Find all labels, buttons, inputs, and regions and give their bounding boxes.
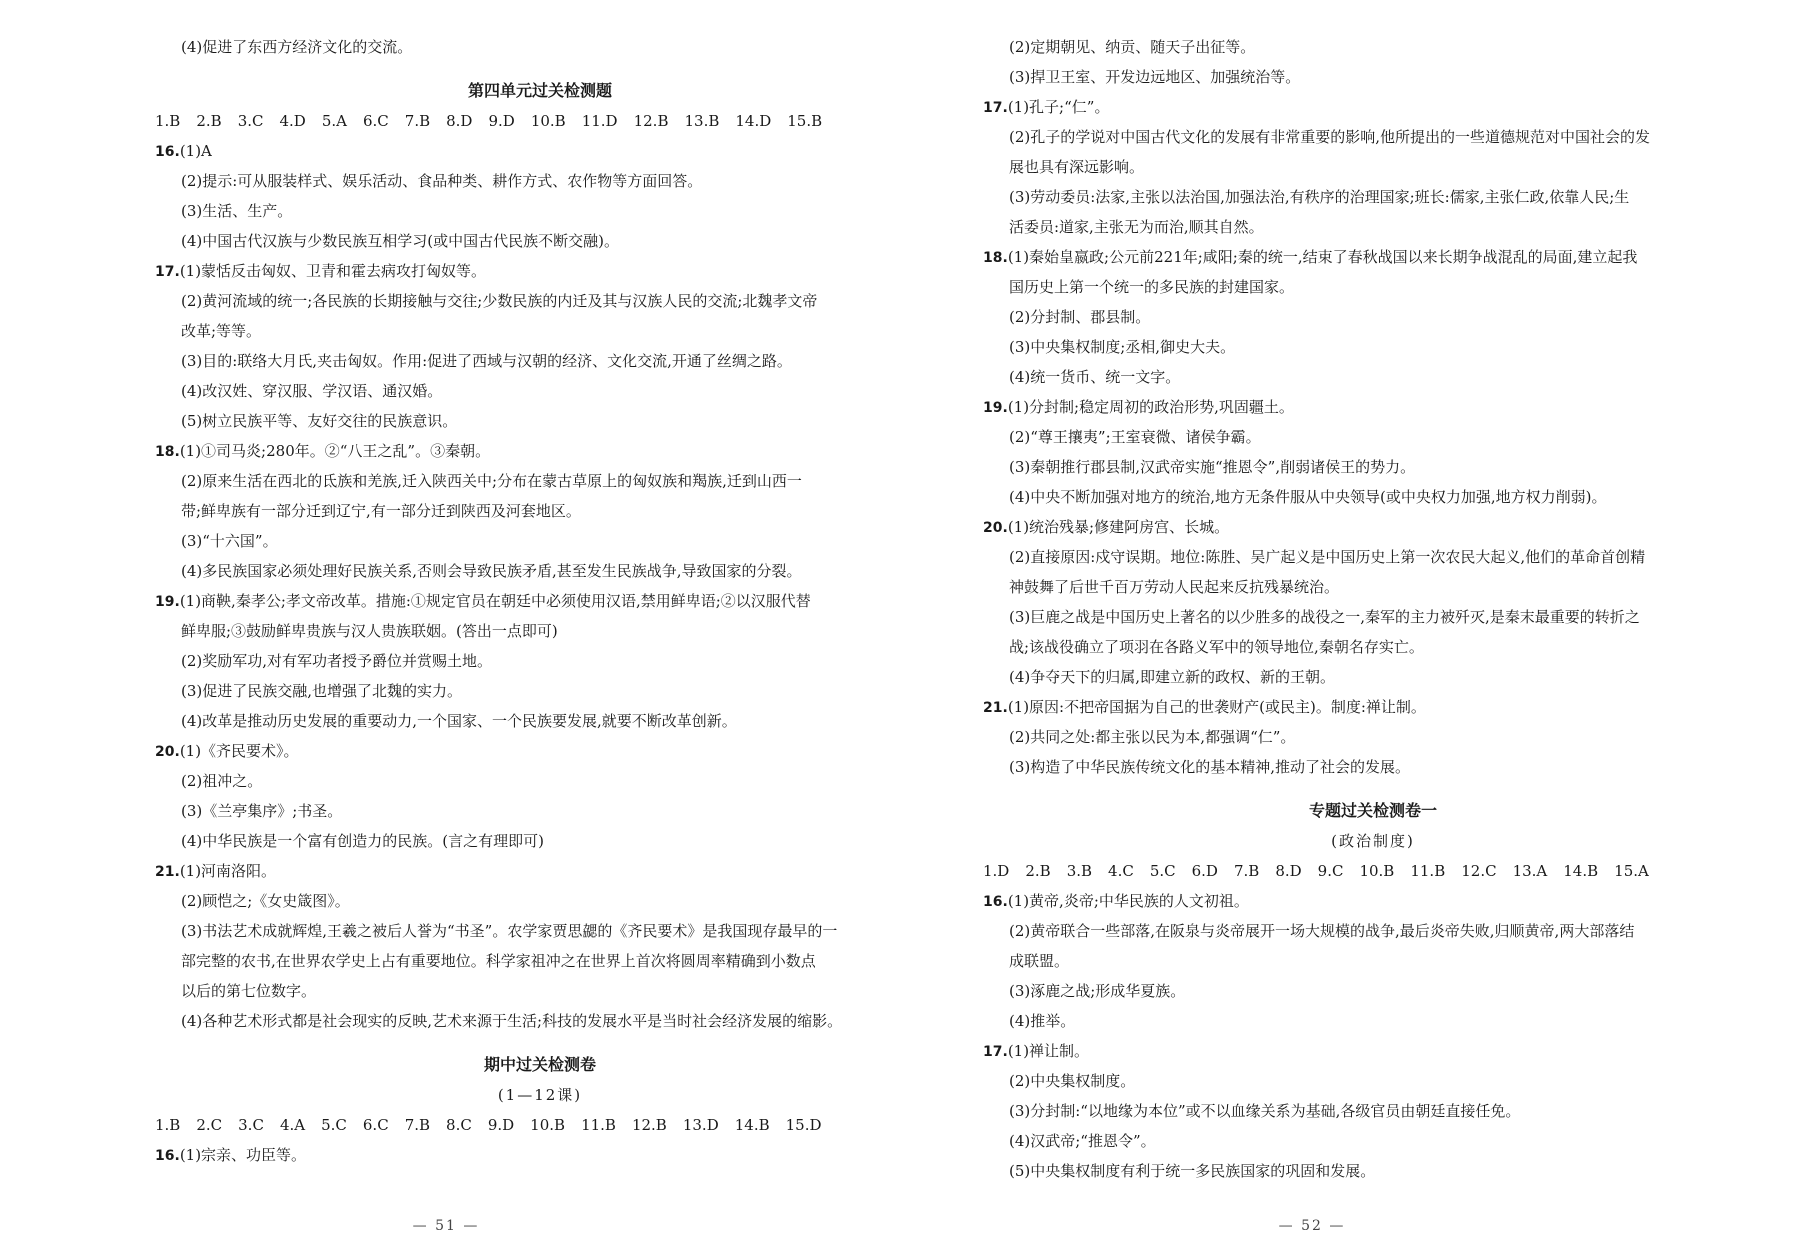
mc-answer: 12.C [1461,862,1497,880]
answer-line: (2)祖冲之。 [181,772,263,790]
answer-line: 21.(1)河南洛阳。 [155,862,277,880]
answer-line: (3)捍卫王室、开发边远地区、加强统治等。 [1009,68,1301,86]
answer-line: 带;鲜卑族有一部分迁到辽宁,有一部分迁到陕西及河套地区。 [181,502,581,520]
mc-answer: 6.C [362,112,389,130]
mc-answer: 4.C [1108,862,1134,880]
answer-line: 以后的第七位数字。 [181,982,317,1000]
mc-answer: 7.B [404,1116,431,1134]
mc-answer: 14.B [1563,862,1599,880]
answer-line: 活委员:道家,主张无为而治,顺其自然。 [1009,218,1264,236]
answer-line: (3)劳动委员:法家,主张以法治国,加强法治,有秩序的治理国家;班长:儒家,主张仁政,依靠人民;生 [1009,188,1630,206]
mc-answer: 1.B [155,1116,181,1134]
page-number: — 51 — [412,1218,480,1234]
answer-line: (2)顾恺之;《女史箴图》。 [181,892,350,910]
answer-line: 战;该战役确立了项羽在各路义军中的领导地位,秦朝名存实亡。 [1009,638,1424,656]
mc-answer: 15.D [785,1116,822,1134]
answer-line: 鲜卑服;③鼓励鲜卑贵族与汉人贵族联姻。(答出一点即可) [181,622,558,640]
answer-line: (2)黄帝联合一些部落,在阪泉与炎帝展开一场大规模的战争,最后炎帝失败,归顺黄帝,两大部落结 [1009,922,1635,940]
answer-line: (4)改革是推动历史发展的重要动力,一个国家、一个民族要发展,就要不断改革创新。 [181,712,737,730]
answer-line: (2)黄河流域的统一;各民族的长期接触与交往;少数民族的内迁及其与汉族人民的交流;北魏孝文帝 [181,292,818,310]
mc-answer: 6.D [1191,862,1218,880]
answer-line: (4)多民族国家必须处理好民族关系,否则会导致民族矛盾,甚至发生民族战争,导致国家的分裂。 [181,562,802,580]
mc-answer: 13.B [684,112,720,130]
section-title-topic1: 专题过关检测卷一 [1308,801,1437,820]
answer-line: (3)涿鹿之战;形成华夏族。 [1009,982,1186,1000]
mc-answer: 5.A [321,112,347,130]
answer-line: 成联盟。 [1009,952,1070,970]
mc-answer: 1.D [983,862,1010,880]
page-number: — 52 — [1278,1218,1346,1234]
answer-line: (4)推举。 [1009,1012,1076,1030]
answer-line: (4)中央不断加强对地方的统治,地方无条件服从中央领导(或中央权力加强,地方权力削弱)。 [1009,488,1607,506]
answer-line: 18.(1)秦始皇嬴政;公元前221年;咸阳;秦的统一,结束了春秋战国以来长期争战混乱的局面,建立起我 [983,248,1638,266]
answer-line: (2)“尊王攘夷”;王室衰微、诸侯争霸。 [1009,428,1261,446]
mc-answer: 10.B [530,1116,566,1134]
mc-answers-midterm [155,1110,925,1140]
answer-line: 部完整的农书,在世界农学史上占有重要地位。科学家祖冲之在世界上首次将圆周率精确到小数点 [181,952,816,970]
mc-answer: 14.D [735,112,772,130]
left-column [155,32,925,1170]
answer-line: (2)原来生活在西北的氐族和羌族,迁入陕西关中;分布在蒙古草原上的匈奴族和羯族,迁到山西一 [181,472,802,490]
answer-line: (5)树立民族平等、友好交往的民族意识。 [181,412,458,430]
answer-line: (3)目的:联络大月氏,夹击匈奴。作用:促进了西域与汉朝的经济、文化交流,开通了丝绸之路。 [181,352,792,370]
question-number: 20. [155,744,180,760]
answer-line: (3)促进了民族交融,也增强了北魏的实力。 [181,682,463,700]
answer-line: 16.(1)宗亲、功臣等。 [155,1146,307,1164]
mc-answer: 10.B [1359,862,1395,880]
answer-line: (3)生活、生产。 [181,202,293,220]
answer-line: (4)汉武帝;“推恩令”。 [1009,1132,1156,1150]
answer-line: 21.(1)原因:不把帝国据为自己的世袭财产(或民主)。制度:禅让制。 [983,698,1426,716]
mc-answer: 7.B [1233,862,1260,880]
mc-answer: 13.D [682,1116,719,1134]
answer-line: 20.(1)统治残暴;修建阿房宫、长城。 [983,518,1230,536]
mc-answer: 8.D [1275,862,1302,880]
section-title-midterm: 期中过关检测卷 [483,1055,596,1074]
question-number: 18. [983,250,1008,266]
question-number: 19. [155,594,180,610]
mc-answer: 5.C [1149,862,1176,880]
question-number: 18. [155,444,180,460]
question-number: 20. [983,520,1008,536]
mc-answer: 15.B [787,112,823,130]
answer-line: 17.(1)孔子;“仁”。 [983,98,1110,116]
right-page [900,0,1800,1258]
mc-answer: 11.B [1410,862,1446,880]
answer-line: (3)《兰亭集序》;书圣。 [181,802,343,820]
question-number: 21. [983,700,1008,716]
answer-line: (4)中华民族是一个富有创造力的民族。(言之有理即可) [181,832,544,850]
answer-line: (5)中央集权制度有利于统一多民族国家的巩固和发展。 [1009,1162,1376,1180]
mc-answer: 8.D [446,112,473,130]
answer-line: (2)共同之处:都主张以民为本,都强调“仁”。 [1009,728,1296,746]
answer-line: 神鼓舞了后世千百万劳动人民起来反抗残暴统治。 [1009,578,1340,596]
answer-line: (2)中央集权制度。 [1009,1072,1136,1090]
question-number: 16. [155,1148,180,1164]
right-column [983,32,1763,1186]
section-subtitle-midterm: (1—12课) [497,1086,583,1104]
mc-answer: 12.B [631,1116,667,1134]
answer-line: (3)“十六国”。 [181,532,278,550]
mc-answers-unit4 [155,106,925,136]
answer-line: (3)巨鹿之战是中国历史上著名的以少胜多的战役之一,秦军的主力被歼灭,是秦末最重要的转折之 [1009,608,1640,626]
answer-line: 18.(1)①司马炎;280年。②“八王之乱”。③秦朝。 [155,442,491,460]
mc-answer: 4.A [279,1116,306,1134]
question-number: 17. [983,100,1008,116]
mc-answer: 14.B [734,1116,770,1134]
mc-answer: 11.D [581,112,618,130]
mc-answer: 10.B [530,112,566,130]
mc-answer: 9.D [488,112,515,130]
mc-answer: 5.C [321,1116,347,1134]
answer-line: 16.(1)黄帝,炎帝;中华民族的人文初祖。 [983,892,1249,910]
answer-line: (2)奖励军功,对有军功者授予爵位并赏赐土地。 [181,652,493,670]
question-number: 17. [155,264,180,280]
mc-answer: 9.C [1317,862,1344,880]
mc-answers-topic1 [983,856,1763,886]
answer-line: 国历史上第一个统一的多民族的封建国家。 [1009,278,1295,296]
mc-answer: 11.B [581,1116,616,1134]
mc-answer: 9.D [487,1116,515,1134]
answer-line: (2)提示:可从服装样式、娱乐活动、食品种类、耕作方式、农作物等方面回答。 [181,172,703,190]
answer-line: 展也具有深远影响。 [1009,158,1145,176]
mc-answer: 2.C [196,1116,223,1134]
mc-answer: 12.B [633,112,669,130]
answer-line: (4)中国古代汉族与少数民族互相学习(或中国古代民族不断交融)。 [181,232,619,250]
answer-line: (4)各种艺术形式都是社会现实的反映,艺术来源于生活;科技的发展水平是当时社会经济发展的缩影。 [181,1012,843,1030]
question-number: 19. [983,400,1008,416]
answer-line: 16.(1)A [155,142,212,160]
answer-line: (2)孔子的学说对中国古代文化的发展有非常重要的影响,他所提出的一些道德规范对中国社会的发 [1009,128,1651,146]
mc-answer: 2.B [196,112,222,130]
question-number: 17. [983,1044,1008,1060]
answer-line: (4)争夺天下的归属,即建立新的政权、新的王朝。 [1009,668,1336,686]
mc-answer: 13.A [1512,862,1548,880]
answer-line: (4)统一货币、统一文字。 [1009,368,1181,386]
answer-line: (3)构造了中华民族传统文化的基本精神,推动了社会的发展。 [1009,758,1411,776]
section-subtitle-topic1: (政治制度) [1331,832,1415,850]
mc-answer: 3.C [238,1116,264,1134]
answer-line: 20.(1)《齐民要术》。 [155,742,299,760]
question-number: 16. [983,894,1008,910]
mc-answer: 15.A [1614,862,1649,880]
answer-line: 改革;等等。 [181,322,262,340]
mc-answer: 1.B [155,112,181,130]
question-number: 21. [155,864,180,880]
section-title-unit4: 第四单元过关检测题 [467,81,612,100]
answer-line: 17.(1)蒙恬反击匈奴、卫青和霍去病攻打匈奴等。 [155,262,487,280]
answer-line: (4)促进了东西方经济文化的交流。 [181,38,413,56]
mc-answer: 6.C [362,1116,389,1134]
answer-line: 19.(1)分封制;稳定周初的政治形势,巩固疆土。 [983,398,1294,416]
mc-answer: 3.B [1066,862,1093,880]
answer-line: 19.(1)商鞅,秦孝公;孝文帝改革。措施:①规定官员在朝廷中必须使用汉语,禁用鲜卑语;②以汉服代替 [155,592,811,610]
answer-line: (3)分封制:“以地缘为本位”或不以血缘关系为基础,各级官员由朝廷直接任免。 [1009,1102,1521,1120]
answer-line: (3)秦朝推行郡县制,汉武帝实施“推恩令”,削弱诸侯王的势力。 [1009,458,1416,476]
answer-line: (2)直接原因:戍守误期。地位:陈胜、吴广起义是中国历史上第一次农民大起义,他们的革命首创精 [1009,548,1646,566]
answer-line: (2)分封制、郡县制。 [1009,308,1151,326]
mc-answer: 3.C [237,112,264,130]
answer-line: (3)中央集权制度;丞相,御史大夫。 [1009,338,1236,356]
answer-line: 17.(1)禅让制。 [983,1042,1090,1060]
answer-line: (4)改汉姓、穿汉服、学汉语、通汉婚。 [181,382,443,400]
mc-answer: 4.D [279,112,306,130]
answer-line: (2)定期朝见、纳贡、随天子出征等。 [1009,38,1256,56]
mc-answer: 2.B [1025,862,1051,880]
mc-answer: 8.C [446,1116,472,1134]
question-number: 16. [155,144,180,160]
mc-answer: 7.B [404,112,431,130]
answer-line: (3)书法艺术成就辉煌,王羲之被后人誉为“书圣”。农学家贾思勰的《齐民要术》是我国现存最早的一 [181,922,838,940]
